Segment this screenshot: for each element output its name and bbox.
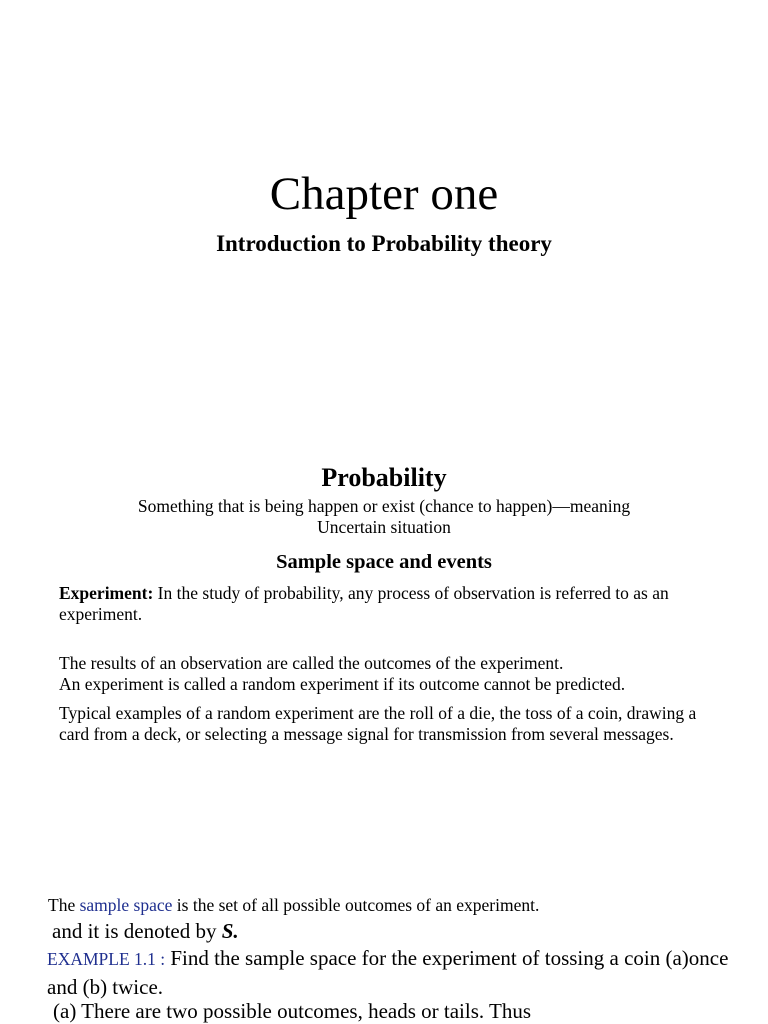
denoted-text: and it is denoted by <box>52 919 222 943</box>
sample-space-rest: is the set of all possible outcomes of an experiment. <box>172 895 540 915</box>
outcomes-paragraph <box>59 653 719 695</box>
example-label: EXAMPLE 1.1 : <box>47 949 166 969</box>
sample-space-prefix: The <box>48 895 80 915</box>
probability-definition <box>0 496 768 538</box>
experiment-text: In the study of probability, any process of observation is referred to as an experiment. <box>59 583 669 624</box>
probability-definition-line-2: Uncertain situation <box>317 517 451 537</box>
typical-examples-paragraph: Typical examples of a random experiment are the roll of a die, the toss of a coin, drawing a card from a deck, or selecting a message signal for transmission from several messages. <box>59 703 697 744</box>
sample-space-symbol: S. <box>221 919 239 943</box>
probability-definition-line-1: Something that is being happen or exist (chance to happen)—meaning <box>137 496 631 516</box>
chapter-subtitle: Introduction to Probability theory <box>216 231 552 256</box>
denoted-line <box>52 918 239 944</box>
sample-space-heading: Sample space and events <box>276 551 492 573</box>
probability-heading: Probability <box>321 463 447 492</box>
example-paragraph <box>47 945 747 1003</box>
sample-space-definition <box>48 895 539 916</box>
example-text: Find the sample space for the experiment of tossing a coin (a)once and (b) twice. <box>47 946 729 999</box>
experiment-paragraph <box>59 583 719 625</box>
experiment-term: Experiment: <box>59 583 154 603</box>
outcomes-line-1: The results of an observation are called the outcomes of the experiment. <box>59 653 564 673</box>
outcomes-line-2: An experiment is called a random experiment if its outcome cannot be predicted. <box>59 674 626 694</box>
chapter-title: Chapter one <box>269 168 499 220</box>
sample-space-term: sample space <box>79 895 173 915</box>
example-part-a: (a) There are two possible outcomes, heads or tails. Thus <box>53 999 532 1023</box>
